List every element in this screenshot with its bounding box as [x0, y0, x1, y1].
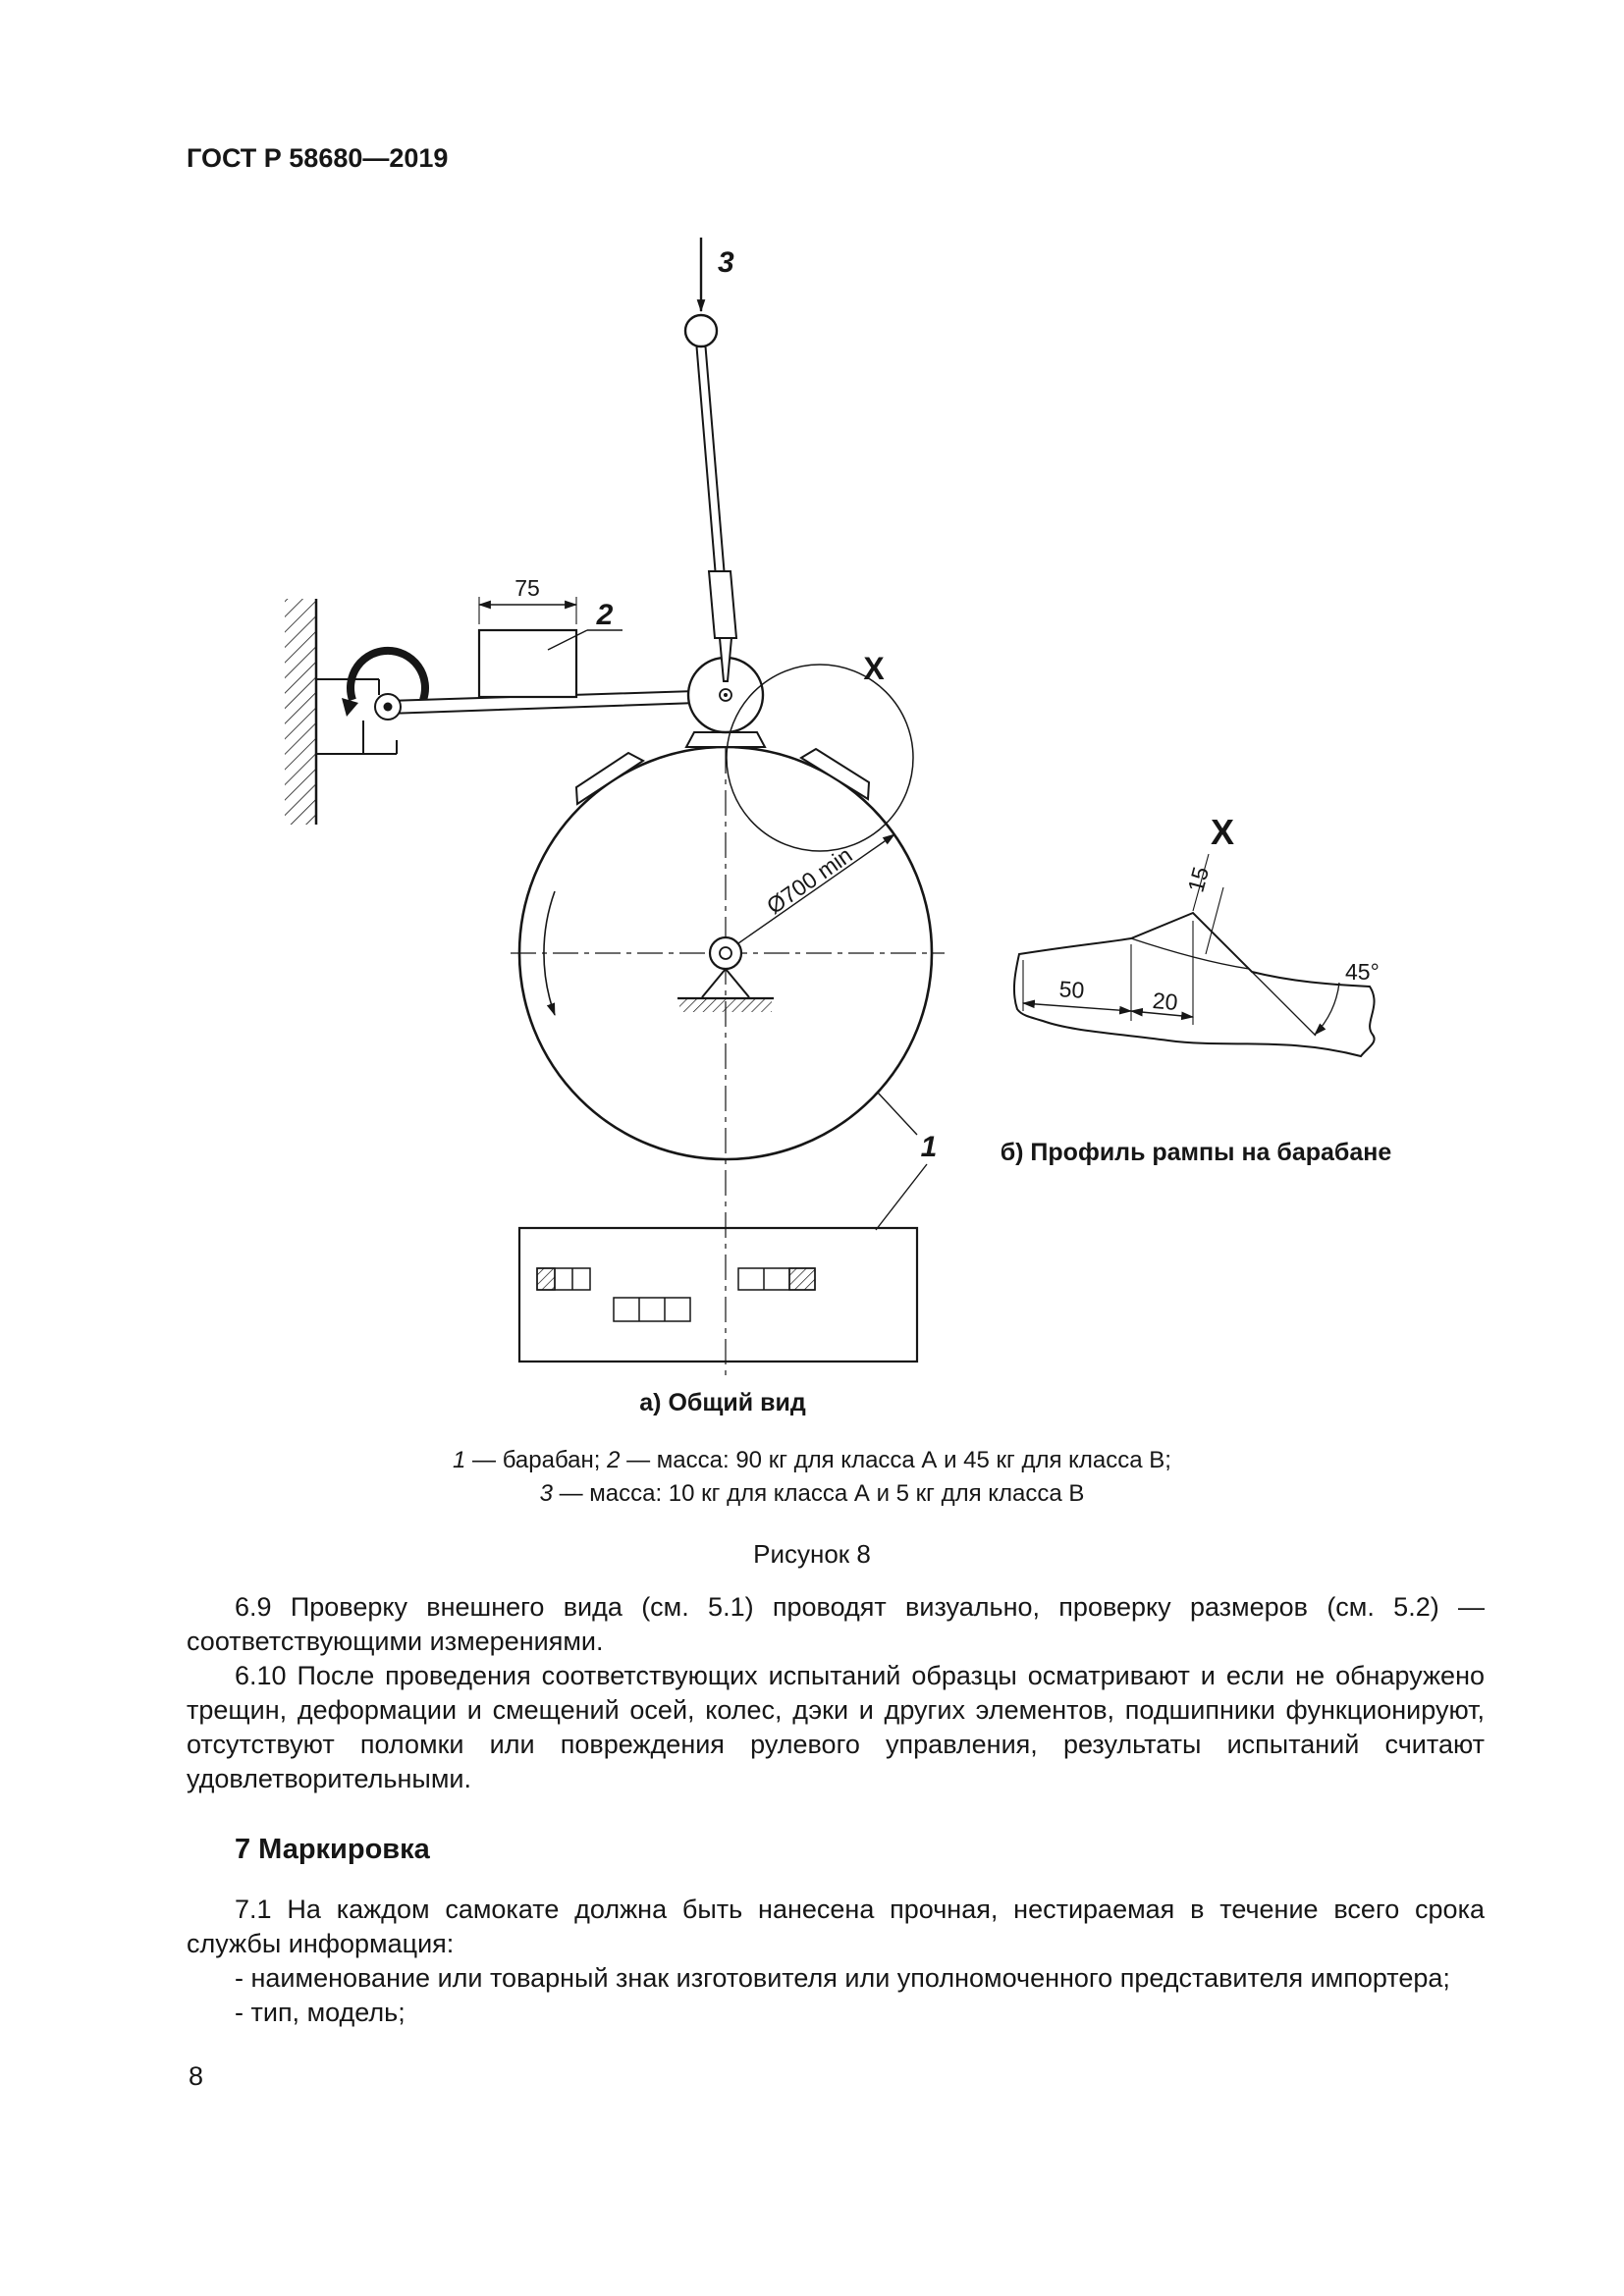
body-text — [187, 1590, 1485, 2030]
paragraph-7-1: 7.1 На каждом самокате должна быть нанесена прочная, нестираемая в течение всего срока службы информация: — [187, 1895, 1485, 1958]
figure-8-drawing — [187, 226, 1443, 1443]
paragraph-6-9: 6.9 Проверку внешнего вида (см. 5.1) проводят визуально, проверку размеров (см. 5.2) — соответствующими измерениями. — [187, 1592, 1485, 1656]
legend-num-3: 3 — [539, 1480, 553, 1507]
deck-base — [519, 1228, 917, 1362]
legend-text-2: — масса: 90 кг для класса А и 45 кг для класса В; — [620, 1447, 1171, 1473]
label-3: 3 — [718, 246, 734, 279]
section-7-heading: 7 Маркировка — [235, 1834, 430, 1865]
wall — [285, 599, 316, 825]
figure-legend-line-2 — [0, 1480, 1624, 1508]
legend-num-2: 2 — [607, 1447, 621, 1473]
drum-diameter-label: Ø700 min — [761, 841, 857, 920]
caption-a: а) Общий вид — [639, 1389, 806, 1416]
roller-pin — [720, 689, 731, 701]
marking-item-1: - наименование или товарный знак изготовителя или уполномоченного представителя импортера; — [235, 1963, 1450, 1993]
svg-text:1: 1 — [920, 1131, 938, 1163]
paragraph-6-10: 6.10 После проведения соответствующих испытаний образцы осматривают и если не обнаружено трещин, деформации и смещений осей, колес, дэки и других элементов, подшипники функционируют, отсутствуют поломки или повреждения рулевого управления, результаты испытаний считают удовлетворительными. — [187, 1661, 1485, 1793]
label-x: X — [863, 651, 885, 686]
drop-rod — [697, 347, 737, 681]
lever-pivot — [375, 694, 401, 720]
legend-num-1: 1 — [453, 1447, 466, 1473]
dim-75-label: 75 — [514, 575, 540, 601]
doc-number-header: ГОСТ Р 58680—2019 — [187, 143, 449, 173]
svg-text:2: 2 — [596, 599, 614, 631]
ramp-profile-detail — [1001, 812, 1392, 1166]
marking-item-2: - тип, модель; — [235, 1998, 406, 2027]
legend-text-1: — барабан; — [465, 1447, 608, 1473]
dim-20-label: 20 — [1151, 987, 1179, 1016]
dim-50-label: 50 — [1057, 976, 1086, 1003]
angle-45-label: 45° — [1345, 959, 1380, 985]
legend-text-3: — масса: 10 кг для класса А и 5 кг для класса В — [552, 1480, 1085, 1507]
detail-title-x: X — [1210, 812, 1235, 852]
figure-legend-line-1 — [0, 1447, 1624, 1474]
ball-knob — [685, 315, 717, 347]
dim-75 — [479, 575, 576, 624]
page-number: 8 — [189, 2061, 204, 2091]
drum-cleats — [576, 732, 869, 804]
dim-15-label: 15 — [1182, 864, 1215, 895]
figure-caption: Рисунок 8 — [753, 1539, 871, 1569]
mass-2-block — [479, 630, 576, 697]
label-1 — [876, 1093, 937, 1230]
caption-b: б) Профиль рампы на барабане — [1000, 1139, 1392, 1166]
